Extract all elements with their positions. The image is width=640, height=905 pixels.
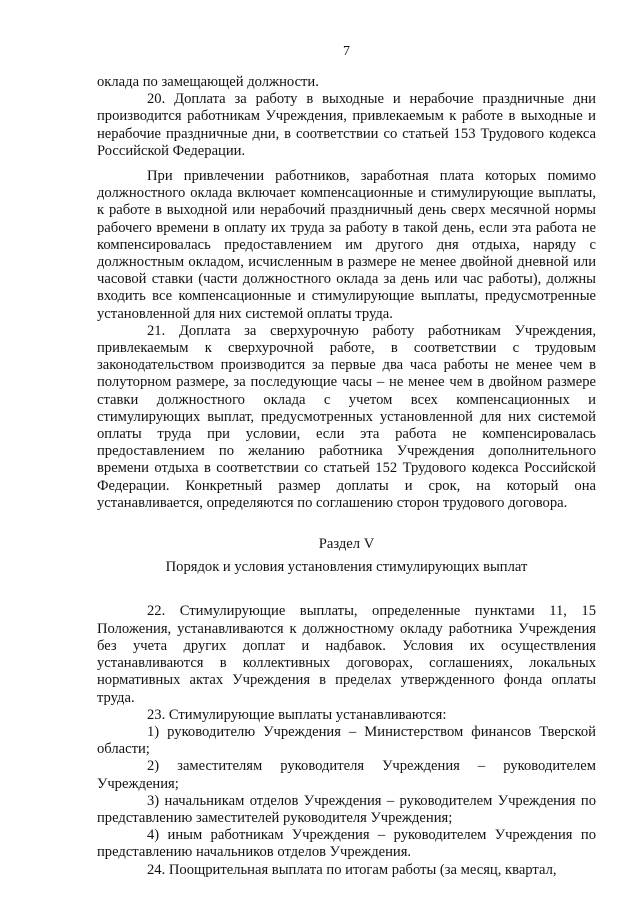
section-number: Раздел V bbox=[318, 536, 375, 553]
paragraph-continuation: оклада по замещающей должности. bbox=[97, 74, 319, 90]
paragraph-item-23: 23. Стимулирующие выплаты устанавливаются: bbox=[147, 706, 447, 723]
paragraph-item-20-part-2: При привлечении работников, заработная плата которых помимо должностного оклада включает компенсационные и стимулирующие выплаты, к работе в выходной или нерабочий праздничный день сверх месячной нормы рабочего времени в оплату их труда за работу в такой день, если эта работа не компенсировалась предоставлением им другого дня отдыха, наряду с должностным окладом, исчисленным в размере не менее двойной дневной или часовой ставки (части должностного оклада за день или час работы), должны входить все компенсационные и стимулирующие выплаты, предусмотренные установленной для них системой оплаты труда. bbox=[97, 168, 596, 322]
section-header bbox=[97, 536, 596, 576]
paragraph-item-21: 21. Доплата за сверхурочную работу работникам Учреждения, привлекаемым к сверхурочной работе, в соответствии с трудовым законодательством производится за первые два часа работы не менее чем в полуторном размере, за последующие часы – не менее чем в двойном размере ставки должностного оклада с учетом всех компенсационных и стимулирующих выплат, предусмотренных установленной для них системой оплаты труда при условии, если эта работа не компенсировалась предоставлением по желанию работника Учреждения дополнительного времени отдыха в соответствии со статьей 152 Трудового кодекса Российской Федерации. Конкретный размер доплаты и срок, на который она устанавливается, определяются по соглашению сторон трудового договора. bbox=[97, 322, 596, 511]
section-title: Порядок и условия установления стимулирующих выплат bbox=[165, 559, 528, 576]
paragraph-item-22: 22. Стимулирующие выплаты, определенные пунктами 11, 15 Положения, устанавливаются к должностному окладу работника Учреждения без учета других доплат и надбавок. Условия их осуществления устанавливаются в коллективных договорах, соглашениях, локальных нормативных актах Учреждения в пределах утвержденного фонда оплаты труда. bbox=[97, 603, 596, 706]
page-number: 7 bbox=[343, 44, 350, 59]
list-item-23-1: 1) руководителю Учреждения – Министерством финансов Тверской области; bbox=[97, 723, 596, 758]
list-item-23-4: 4) иным работникам Учреждения – руководителем Учреждения по представлению начальников отделов Учреждения. bbox=[97, 827, 596, 861]
paragraph-item-24: 24. Поощрительная выплата по итогам работы (за месяц, квартал, bbox=[147, 861, 557, 878]
paragraph-item-20: 20. Доплата за работу в выходные и нерабочие праздничные дни производится работникам Учреждения, привлекаемым к работе в выходные и нерабочие праздничные дни, в соответствии со статьей 153 Трудового кодекса Российской Федерации. bbox=[97, 91, 596, 159]
list-item-23-3: 3) начальникам отделов Учреждения – руководителем Учреждения по представлению заместителей руководителя Учреждения; bbox=[97, 792, 596, 826]
list-item-23-2: 2) заместителям руководителя Учреждения – руководителем Учреждения; bbox=[97, 758, 596, 792]
